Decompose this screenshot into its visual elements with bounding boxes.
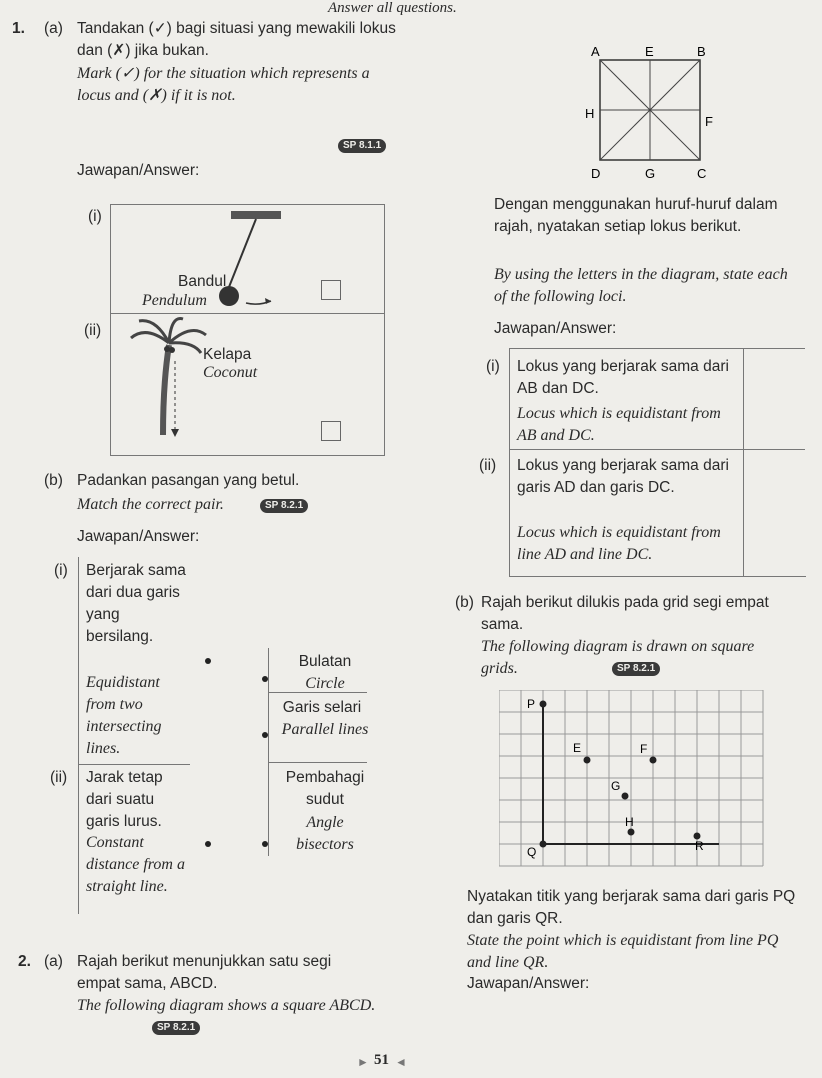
q2-number: 2. xyxy=(18,953,31,970)
label-e: E xyxy=(645,44,654,59)
grid-diagram xyxy=(499,690,769,870)
q1a-label: (a) xyxy=(44,20,63,37)
point-h: H xyxy=(625,815,634,829)
label-c: C xyxy=(697,166,707,181)
match-left-i-num: (i) xyxy=(54,562,68,579)
page-arrow-right-icon: ◄ xyxy=(395,1055,407,1069)
match-left-ii-en: Constant distance from a straight line. xyxy=(86,834,185,895)
q2a-instruction-en: By using the letters in the diagram, state each of the following loci. xyxy=(494,266,788,305)
match-right-1-en: Circle xyxy=(305,675,345,692)
q2b-text-ms: Rajah berikut dilukis pada grid segi empat sama. xyxy=(481,594,769,633)
q1b-answer-label: Jawapan/Answer: xyxy=(77,528,200,545)
coconut-label-ms: Kelapa xyxy=(203,346,252,363)
point-e: E xyxy=(573,741,582,755)
point-f: F xyxy=(640,742,648,756)
match-right-1-ms: Bulatan xyxy=(298,653,352,670)
q2a-row-ii-num: (ii) xyxy=(479,457,497,474)
q2a-row-i-num: (i) xyxy=(486,358,500,375)
match-dot-left-ii[interactable] xyxy=(205,841,211,847)
q1a-text-ms: Tandakan (✓) bagi situasi yang mewakili lokus dan (✗) jika bukan. xyxy=(77,20,396,59)
point-r: R xyxy=(695,839,704,853)
q2a-instruction-ms: Dengan menggunakan huruf-huruf dalam rajah, nyatakan setiap lokus berikut. xyxy=(494,196,778,235)
match-left-i-en: Equidistant from two intersecting lines. xyxy=(86,674,162,757)
sp-badge: SP 8.2.1 xyxy=(260,499,308,513)
label-d: D xyxy=(591,166,601,181)
point-q: Q xyxy=(527,845,537,859)
q2b-answer-label: Jawapan/Answer: xyxy=(467,975,590,992)
label-g: G xyxy=(645,166,656,181)
match-right-3-ms: Pembahagi sudut xyxy=(285,769,365,808)
answer-box-ii[interactable] xyxy=(321,421,341,441)
match-dot-right-3[interactable] xyxy=(262,841,268,847)
sp-badge: SP 8.2.1 xyxy=(612,662,660,676)
q1a-text-en: Mark (✓) for the situation which represents a locus and (✗) if it is not. xyxy=(77,65,370,104)
square-abcd-diagram xyxy=(585,38,715,188)
q1a-i-num: (i) xyxy=(88,208,102,225)
q1a-ii-num: (ii) xyxy=(84,322,102,339)
match-left-ii-num: (ii) xyxy=(50,769,68,786)
sp-badge: SP 8.1.1 xyxy=(338,139,386,153)
label-f: F xyxy=(705,114,713,129)
pendulum-label-ms: Bandul xyxy=(178,273,227,290)
q2b-label: (b) xyxy=(455,594,474,611)
q2a-row-ii-ms: Lokus yang berjarak sama dari garis AD dan garis DC. xyxy=(517,457,729,496)
q2a-answer-label: Jawapan/Answer: xyxy=(494,320,617,337)
q1b-label: (b) xyxy=(44,472,63,489)
q2a-row-i-ms: Lokus yang berjarak sama dari AB dan DC. xyxy=(517,358,729,397)
coconut-tree-illustration xyxy=(111,313,384,455)
answer-cell-i[interactable] xyxy=(744,349,804,448)
match-dot-left-i[interactable] xyxy=(205,658,211,664)
match-dot-right-2[interactable] xyxy=(262,732,268,738)
pendulum-label-en: Pendulum xyxy=(142,292,207,309)
sp-badge: SP 8.2.1 xyxy=(152,1021,200,1035)
page-number: 51 xyxy=(374,1052,389,1068)
q2a-label: (a) xyxy=(44,953,63,970)
page-header: Answer all questions. xyxy=(328,0,457,16)
divider xyxy=(269,762,367,763)
divider xyxy=(78,764,190,765)
q1b-text-ms: Padankan pasangan yang betul. xyxy=(77,472,300,489)
q2b-text-en: The following diagram is drawn on square grids. xyxy=(481,638,755,677)
q2b-question-en: State the point which is equidistant from line PQ and line QR. xyxy=(467,932,779,971)
match-dot-right-1[interactable] xyxy=(262,676,268,682)
match-right-3-en: Angle bisectors xyxy=(296,814,354,853)
answer-box-i[interactable] xyxy=(321,280,341,300)
match-right-2-ms: Garis selari xyxy=(282,699,362,716)
match-left-ii-ms: Jarak tetap dari suatu garis lurus. xyxy=(86,769,163,830)
q1a-answer-label: Jawapan/Answer: xyxy=(77,162,200,179)
q2a-row-i-en: Locus which is equidistant from AB and DC. xyxy=(517,405,721,444)
answer-cell-ii[interactable] xyxy=(744,450,804,575)
point-p: P xyxy=(527,697,536,711)
q2a-text-ms: Rajah berikut menunjukkan satu segi empat sama, ABCD. xyxy=(77,953,332,992)
label-a: A xyxy=(591,44,600,59)
coconut-label-en: Coconut xyxy=(203,364,258,381)
q2b-question-ms: Nyatakan titik yang berjarak sama dari garis PQ dan garis QR. xyxy=(467,888,796,927)
q1b-text-en: Match the correct pair. xyxy=(77,496,224,513)
point-g: G xyxy=(611,779,621,793)
label-h: H xyxy=(585,106,595,121)
match-right-2-en: Parallel lines xyxy=(281,721,369,738)
match-left-i-ms: Berjarak sama dari dua garis yang bersilang. xyxy=(86,562,186,645)
label-b: B xyxy=(697,44,706,59)
q2a-text-en: The following diagram shows a square ABCD. xyxy=(77,997,376,1014)
q2a-row-ii-en: Locus which is equidistant from line AD and line DC. xyxy=(517,524,721,563)
page-arrow-left-icon: ► xyxy=(357,1055,369,1069)
q1-number: 1. xyxy=(12,20,25,37)
q1a-answer-box xyxy=(110,204,385,456)
